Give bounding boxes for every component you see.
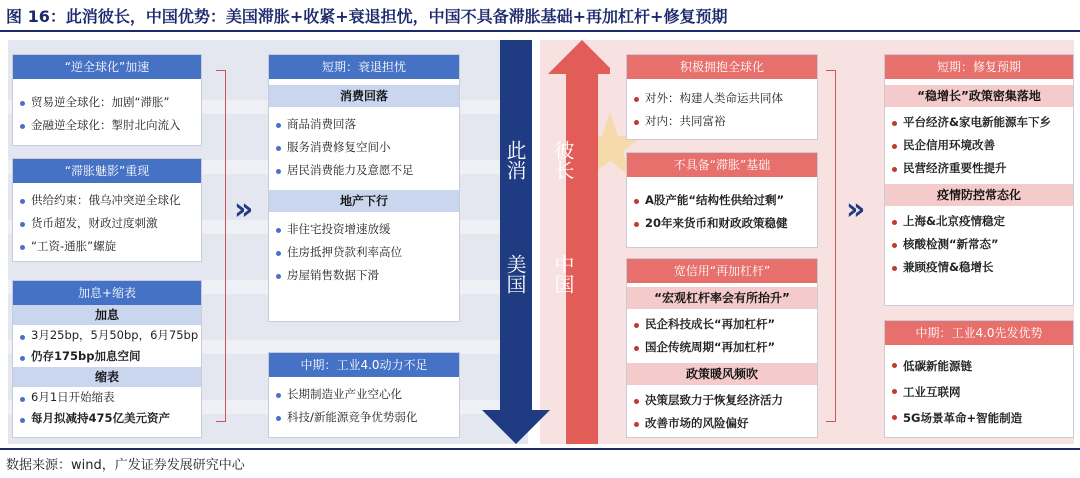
center-label-cn-bottom: 中国 bbox=[551, 254, 575, 294]
sub-header: 疫情防控常态化 bbox=[885, 184, 1073, 206]
list-item: 居民消费能力及意愿不足 bbox=[269, 159, 459, 182]
list-item: 改善市场的风险偏好 bbox=[627, 412, 817, 435]
list-item: 仍存175bp加息空间 bbox=[13, 346, 201, 367]
list-item: 长期制造业产业空心化 bbox=[269, 383, 459, 406]
list-item: “工资-通胀”螺旋 bbox=[13, 235, 201, 258]
center-label-us-bottom: 美国 bbox=[503, 254, 527, 294]
box-header: 中期：工业4.0先发优势 bbox=[885, 321, 1073, 345]
list-item: 国企传统周期“再加杠杆” bbox=[627, 336, 817, 359]
cn-globalization-box bbox=[626, 54, 818, 140]
bottom-rule bbox=[0, 448, 1080, 450]
sub-header: 政策暖风频吹 bbox=[627, 363, 817, 385]
list-item: 住房抵押贷款利率高位 bbox=[269, 241, 459, 264]
box-header: 不具备“滞胀”基础 bbox=[627, 153, 817, 177]
list-item: 平台经济&家电新能源车下乡 bbox=[885, 111, 1073, 134]
list-item: 低碳新能源链 bbox=[885, 353, 1073, 379]
list-item: 民企信用环境改善 bbox=[885, 134, 1073, 157]
list-item: 6月1日开始缩表 bbox=[13, 387, 201, 408]
list-item: 商品消费回落 bbox=[269, 113, 459, 136]
us-recession-box bbox=[268, 54, 460, 322]
center-label-us-top: 此消 bbox=[503, 140, 527, 180]
title-underline bbox=[0, 30, 1080, 32]
list-item: 对内：共同富裕 bbox=[627, 110, 817, 133]
list-item: 供给约束：俄乌冲突逆全球化 bbox=[13, 189, 201, 212]
list-item: 工业互联网 bbox=[885, 379, 1073, 405]
list-item: 3月25bp，5月50bp，6月75bp bbox=[13, 325, 201, 346]
list-item: 上海&北京疫情稳定 bbox=[885, 210, 1073, 233]
up-arrow-icon bbox=[548, 40, 610, 444]
cn-no-stagflation-box bbox=[626, 152, 818, 248]
us-deglobalization-box bbox=[12, 54, 202, 146]
cn-recovery-box bbox=[884, 54, 1074, 306]
list-item: 民企科技成长“再加杠杆” bbox=[627, 313, 817, 336]
center-label-cn-top: 彼长 bbox=[551, 140, 575, 180]
sub-header: 消费回落 bbox=[269, 85, 459, 107]
list-item: 货币超发，财政过度刺激 bbox=[13, 212, 201, 235]
list-item: 决策层致力于恢复经济活力 bbox=[627, 389, 817, 412]
list-item: 金融逆全球化：掣肘北向流入 bbox=[13, 114, 201, 137]
us-stagflation-box bbox=[12, 158, 202, 262]
box-header: 短期：衰退担忧 bbox=[269, 55, 459, 79]
sub-header: 加息 bbox=[13, 305, 201, 325]
source-note: 数据来源：wind，广发证券发展研究中心 bbox=[6, 458, 245, 473]
box-header: “逆全球化”加速 bbox=[13, 55, 201, 79]
box-header: 宽信用“再加杠杆” bbox=[627, 259, 817, 283]
sub-header: “稳增长”政策密集落地 bbox=[885, 85, 1073, 107]
center-arrows bbox=[470, 40, 610, 444]
figure-title: 图 16：此消彼长，中国优势：美国滞胀+收紧+衰退担忧，中国不具备滞胀基础+再加杠杆+修复预期 bbox=[6, 7, 728, 26]
list-item: 房屋销售数据下滑 bbox=[269, 264, 459, 287]
list-item: 贸易逆全球化：加剧“滞胀” bbox=[13, 91, 201, 114]
box-header: 中期：工业4.0动力不足 bbox=[269, 353, 459, 377]
chevron-right-icon: » bbox=[234, 192, 246, 227]
list-item: 兼顾疫情&稳增长 bbox=[885, 256, 1073, 279]
cn-industry-box bbox=[884, 320, 1074, 438]
us-tightening-box bbox=[12, 280, 202, 438]
right-bracket bbox=[826, 70, 836, 422]
list-item: 核酸检测“新常态” bbox=[885, 233, 1073, 256]
list-item: 5G场景革命+智能制造 bbox=[885, 405, 1073, 431]
us-industry-box bbox=[268, 352, 460, 438]
list-item: 民营经济重要性提升 bbox=[885, 157, 1073, 180]
box-header: 积极拥抱全球化 bbox=[627, 55, 817, 79]
list-item: 20年来货币和财政政策稳健 bbox=[627, 212, 817, 235]
list-item: 服务消费修复空间小 bbox=[269, 136, 459, 159]
sub-header: 地产下行 bbox=[269, 190, 459, 212]
list-item: 对外：构建人类命运共同体 bbox=[627, 87, 817, 110]
left-bracket bbox=[216, 70, 226, 422]
list-item: 科技/新能源竞争优势弱化 bbox=[269, 406, 459, 429]
list-item: A股产能“结构性供给过剩” bbox=[627, 189, 817, 212]
chevron-right-icon: » bbox=[846, 192, 858, 227]
sub-header: “宏观杠杆率会有所抬升” bbox=[627, 287, 817, 309]
box-header: “滞胀魅影”重现 bbox=[13, 159, 201, 183]
list-item: 非住宅投资增速放缓 bbox=[269, 218, 459, 241]
box-header: 加息+缩表 bbox=[13, 281, 201, 305]
cn-leverage-box bbox=[626, 258, 818, 438]
box-header: 短期：修复预期 bbox=[885, 55, 1073, 79]
list-item: 每月拟减持475亿美元资产 bbox=[13, 408, 201, 429]
down-arrow-icon bbox=[482, 40, 550, 444]
sub-header: 缩表 bbox=[13, 367, 201, 387]
